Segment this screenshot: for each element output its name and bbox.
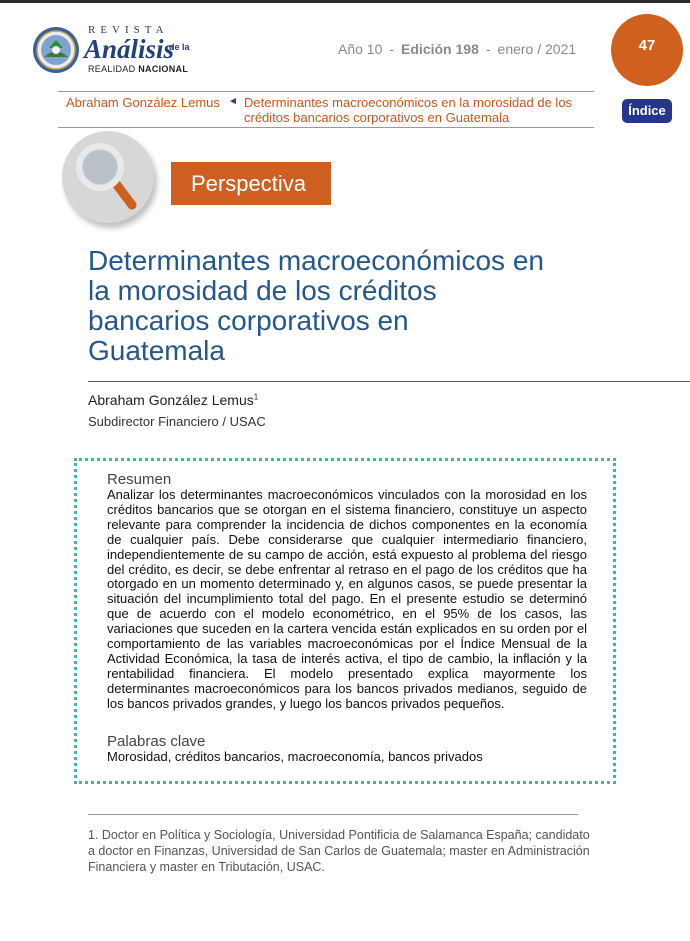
journal-logo[interactable] <box>30 22 200 82</box>
logo-realidad <box>88 64 188 74</box>
issue-info <box>338 41 576 57</box>
title-rule <box>88 381 690 382</box>
issue-edition: Edición 198 <box>401 41 479 57</box>
section-label: Perspectiva <box>171 162 331 205</box>
logo-nacional-word: NACIONAL <box>138 64 189 74</box>
article-title: Determinantes macroeconómicos en la morosidad de los créditos bancarios corporativos en Guatemala <box>88 245 544 366</box>
running-header-title[interactable]: Determinantes macroeconómicos en la morosidad de los créditos bancarios corporativos en Guatemala <box>244 95 573 125</box>
logo-revista: REVISTA <box>88 24 169 36</box>
indice-button[interactable]: Índice <box>622 99 672 123</box>
keywords-text: Morosidad, créditos bancarios, macroeconomía, bancos privados <box>107 749 483 764</box>
article-author <box>88 392 258 408</box>
logo-analisis: Análisis <box>84 34 175 64</box>
section-icon-circle <box>62 131 154 223</box>
issue-date: enero / 2021 <box>497 41 577 57</box>
page-number-badge: 47 <box>611 14 683 86</box>
logo-realidad-word: REALIDAD <box>88 64 136 74</box>
footnote: 1. Doctor en Política y Sociología, Universidad Pontificia de Salamanca España; candidato a doctor en Finanzas, Universidad de San Carlos de Guatemala; master en Administración Financiera y master en Tributación, USAC. <box>88 828 590 874</box>
author-name: Abraham González Lemus <box>88 392 254 408</box>
abstract-heading: Resumen <box>107 471 172 488</box>
guatemala-seal-icon <box>32 26 80 74</box>
issue-year: Año 10 <box>338 41 383 57</box>
running-header-bottom-rule <box>58 127 594 128</box>
magnifier-icon <box>62 131 154 223</box>
keywords-heading: Palabras clave <box>107 733 206 750</box>
logo-dela: de la <box>169 42 190 52</box>
author-footnote-mark[interactable]: 1 <box>253 392 259 402</box>
top-border <box>0 0 690 3</box>
running-header-top-rule <box>58 91 594 92</box>
abstract-text: Analizar los determinantes macroeconómicos vinculados con la morosidad en los créditos bancarios que se otorgan en el sistema financiero, constituye un aspecto relevante para comprender la incidencia de dichos componentes en la economía de cualquier país. Debe considerarse que cualquier intermediario financiero, independientemente de su campo de acción, está expuesto al problema del riesgo del crédito, es decir, se debe enfrentar al retraso en el pago de los créditos que ha otorgado en un momento determinado y, en algunos casos, se puede presentar la situación del incumplimiento total del pago. En el presente estudio se determinó que de acuerdo con el modelo econométrico, en el 95% de los casos, las variaciones que suceden en la cartera vencida están explicados en su orden por el comportamiento de las variables macroeconómicas por el Índice Mensual de la Actividad Económica, la tasa de interés activa, el tipo de cambio, la inflación y la rentabilidad financiera. El modelo presentado explica mayormente los determinantes macroeconómicos para los bancos privados medianos, seguido de los bancos privados grandes, y luego los bancos privados pequeños. <box>107 487 587 711</box>
running-header-arrow-icon: ◄ <box>228 96 238 107</box>
footnote-rule <box>88 814 578 815</box>
author-affiliation: Subdirector Financiero / USAC <box>88 414 266 429</box>
running-header-author: Abraham González Lemus <box>66 95 220 110</box>
issue-sep: - <box>389 41 395 57</box>
issue-sep: - <box>485 41 491 57</box>
